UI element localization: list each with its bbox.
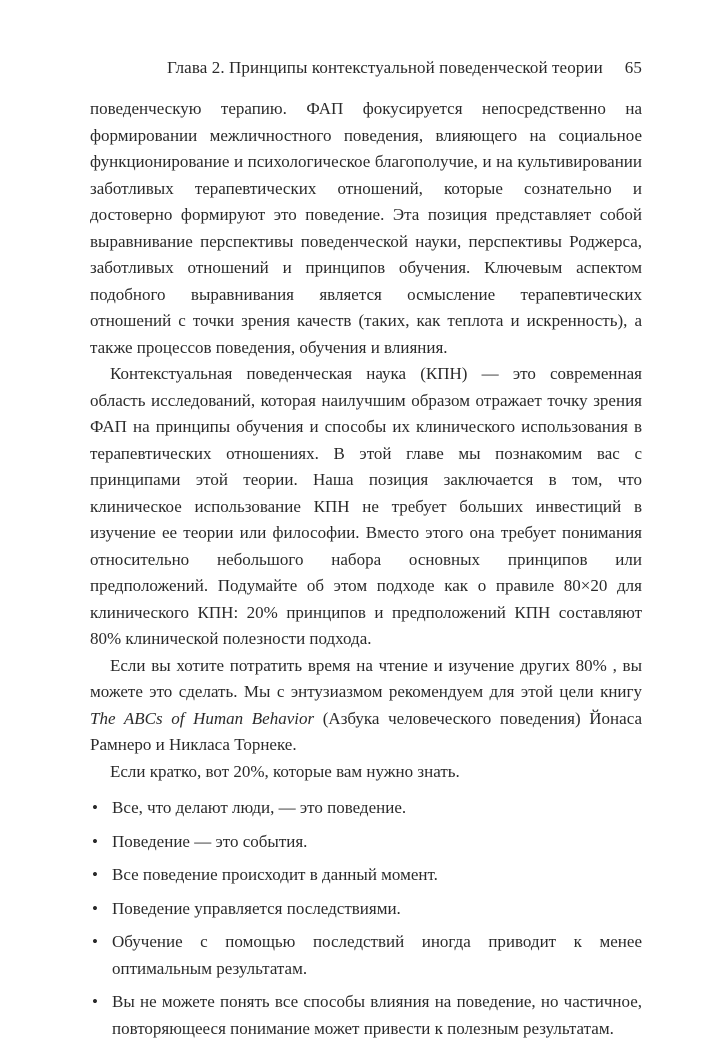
bullet-icon: • bbox=[92, 831, 98, 851]
list-item bbox=[90, 896, 642, 923]
book-title: The ABCs of Human Behavior bbox=[90, 708, 315, 728]
list-item-text: Обучение с помощью последствий иногда приводит к менее оптимальным результатам. bbox=[112, 932, 642, 978]
list-item bbox=[90, 862, 642, 889]
book-text-before: Если вы хотите потратить время на чтение и изучение других 80% , вы можете это сделать. Мы с энтузиазмом рекомендуем для этой цели книгу bbox=[90, 655, 642, 701]
page-number: 65 bbox=[624, 58, 642, 77]
paragraph-book-recommendation bbox=[90, 653, 642, 759]
bullet-list bbox=[90, 795, 642, 1042]
list-item-text: Все поведение происходит в данный момент. bbox=[112, 865, 438, 884]
list-item-text: Поведение — это события. bbox=[112, 831, 308, 851]
list-item bbox=[90, 795, 642, 822]
paragraph-continuation: поведенческую терапию. ФАП фокусируется непосредственно на формировании межличностного поведения, влияющего на социальное функционирование и психологическое благополучие, и на культивировании заботливых терапевтических отношений, которые сознательно и достоверно формируют это поведение. Эта позиция представляет собой выравнивание перспективы поведенческой науки, перспективы Роджерса, заботливых отношений и принципов обучения. Ключевым аспектом подобного выравнивания является осмысление терапевтических отношений с точки зрения качеств (таких, как теплота и искренность), а также процессов поведения, обучения и влияния. bbox=[90, 99, 642, 357]
bullet-icon: • bbox=[92, 865, 98, 884]
running-header bbox=[90, 58, 642, 88]
paragraph-intro: Если кратко, вот 20%, которые вам нужно знать. bbox=[110, 761, 460, 781]
book-page bbox=[90, 58, 642, 1049]
bullet-icon: • bbox=[92, 898, 98, 918]
chapter-title: Глава 2. Принципы контекстуальной поведенческой теории bbox=[166, 58, 603, 77]
paragraph-kpn: Контекстуальная поведенческая наука (КПН) — это современная область исследований, которая наилучшим образом отражает точку зрения ФАП на принципы обучения и способы их клинического использования в терапевтических отношениях. В этой главе мы познакомим вас с принципами этой теории. Наша позиция заключается в том, что клиническое использование КПН не требует больших инвестиций в изучение ее теории или философии. Вместо этого она требует понимания относительно небольшого набора основных принципов или предположений. Подумайте об этом подходе как о правиле 80×20 для клинического КПН: 20% принципов и предположений КПН составляют 80% клинической полезности подхода. bbox=[90, 364, 642, 648]
list-item-text: Все, что делают люди, — это поведение. bbox=[112, 798, 407, 817]
list-item-text: Поведение управляется последствиями. bbox=[112, 898, 401, 918]
bullet-icon: • bbox=[92, 798, 98, 817]
body-text bbox=[90, 96, 642, 1042]
list-item bbox=[90, 829, 642, 856]
book-text-after: (Азбука человеческого поведения) Йонаса Рамнеро и Никласа Торнеке. bbox=[90, 708, 642, 754]
list-item bbox=[90, 989, 642, 1042]
bullet-icon: • bbox=[92, 932, 98, 951]
list-item-text: Вы не можете понять все способы влияния на поведение, но частичное, повторяющееся понимание может привести к полезным результатам. bbox=[112, 992, 642, 1038]
list-item bbox=[90, 929, 642, 982]
bullet-icon: • bbox=[92, 992, 98, 1011]
